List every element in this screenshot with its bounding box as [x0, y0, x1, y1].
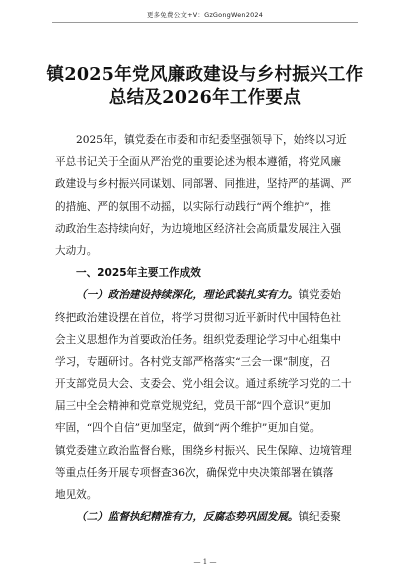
title-line-1: 镇2025年党风廉政建设与乡村振兴工作: [46, 65, 364, 85]
paragraph-line: 终把政治建设摆在首位，将学习贯彻习近平新时代中国特色社: [55, 311, 342, 324]
paragraph-line: 开支部党员大会、支委会、党小组会议。通过系统学习党的二十: [55, 378, 352, 391]
section-heading-1: 一、2025年主要工作成效: [76, 267, 201, 280]
paragraph-line: 地见效。: [55, 489, 98, 501]
paragraph-line: 届三中全会精神和党章党规党纪，党员干部“四个意识”更加: [55, 400, 331, 413]
intro-line: 动政治生态持续向好，为边境地区经济社会高质量发展注入强: [55, 222, 342, 235]
intro-line: 大动力。: [55, 244, 98, 257]
header-promo-text: 更多免费公文+V：GzGongWen2024: [146, 11, 264, 19]
intro-line: 平总书记关于全面从严治党的重要论述为根本遵循，将党风廉: [55, 156, 342, 169]
paragraph-line: 学习，专题研讨。各村党支部严格落实“三会一课”制度，召: [55, 355, 331, 368]
subsection-1-first-line: [55, 284, 357, 306]
intro-line: 的措施、严的氛围不动摇，以实际行动践行“两个维护”，推: [55, 200, 331, 213]
subsection-2-text-start: 镇纪委聚: [298, 511, 341, 524]
title-line-2: 总结及2026年工作要点: [108, 88, 302, 108]
subsection-1-text-start: 镇党委始: [298, 289, 341, 302]
intro-line: 2025年，镇党委在市委和市纪委坚强领导下，始终以习近: [76, 134, 347, 146]
intro-line: 政建设与乡村振兴同谋划、同部署、同推进，坚持严的基调、严: [55, 178, 352, 191]
paragraph-line: 等重点任务开展专项督查36次，确保党中央决策部署在镇落: [55, 466, 334, 479]
paragraph-line: 会主义思想作为首要政治任务。组织党委理论学习中心组集中: [55, 333, 342, 346]
paragraph-line: 牢固，“四个自信”更加坚定，做到“两个维护”更加自觉。: [55, 422, 321, 435]
page-number: — 1 —: [193, 558, 217, 566]
document-body: [55, 129, 357, 528]
header-divider: [52, 22, 358, 23]
subsection-1-heading: （一）政治建设持续深化，理论武装扎实有力。: [76, 289, 299, 302]
document-title: [0, 64, 410, 110]
subsection-2-heading: （二）监督执纪精准有力，反腐态势巩固发展。: [76, 511, 299, 524]
subsection-2-first-line: [55, 506, 357, 528]
paragraph-line: 镇党委建立政治监督台账，围绕乡村振兴、民生保障、边境管理: [55, 444, 352, 457]
